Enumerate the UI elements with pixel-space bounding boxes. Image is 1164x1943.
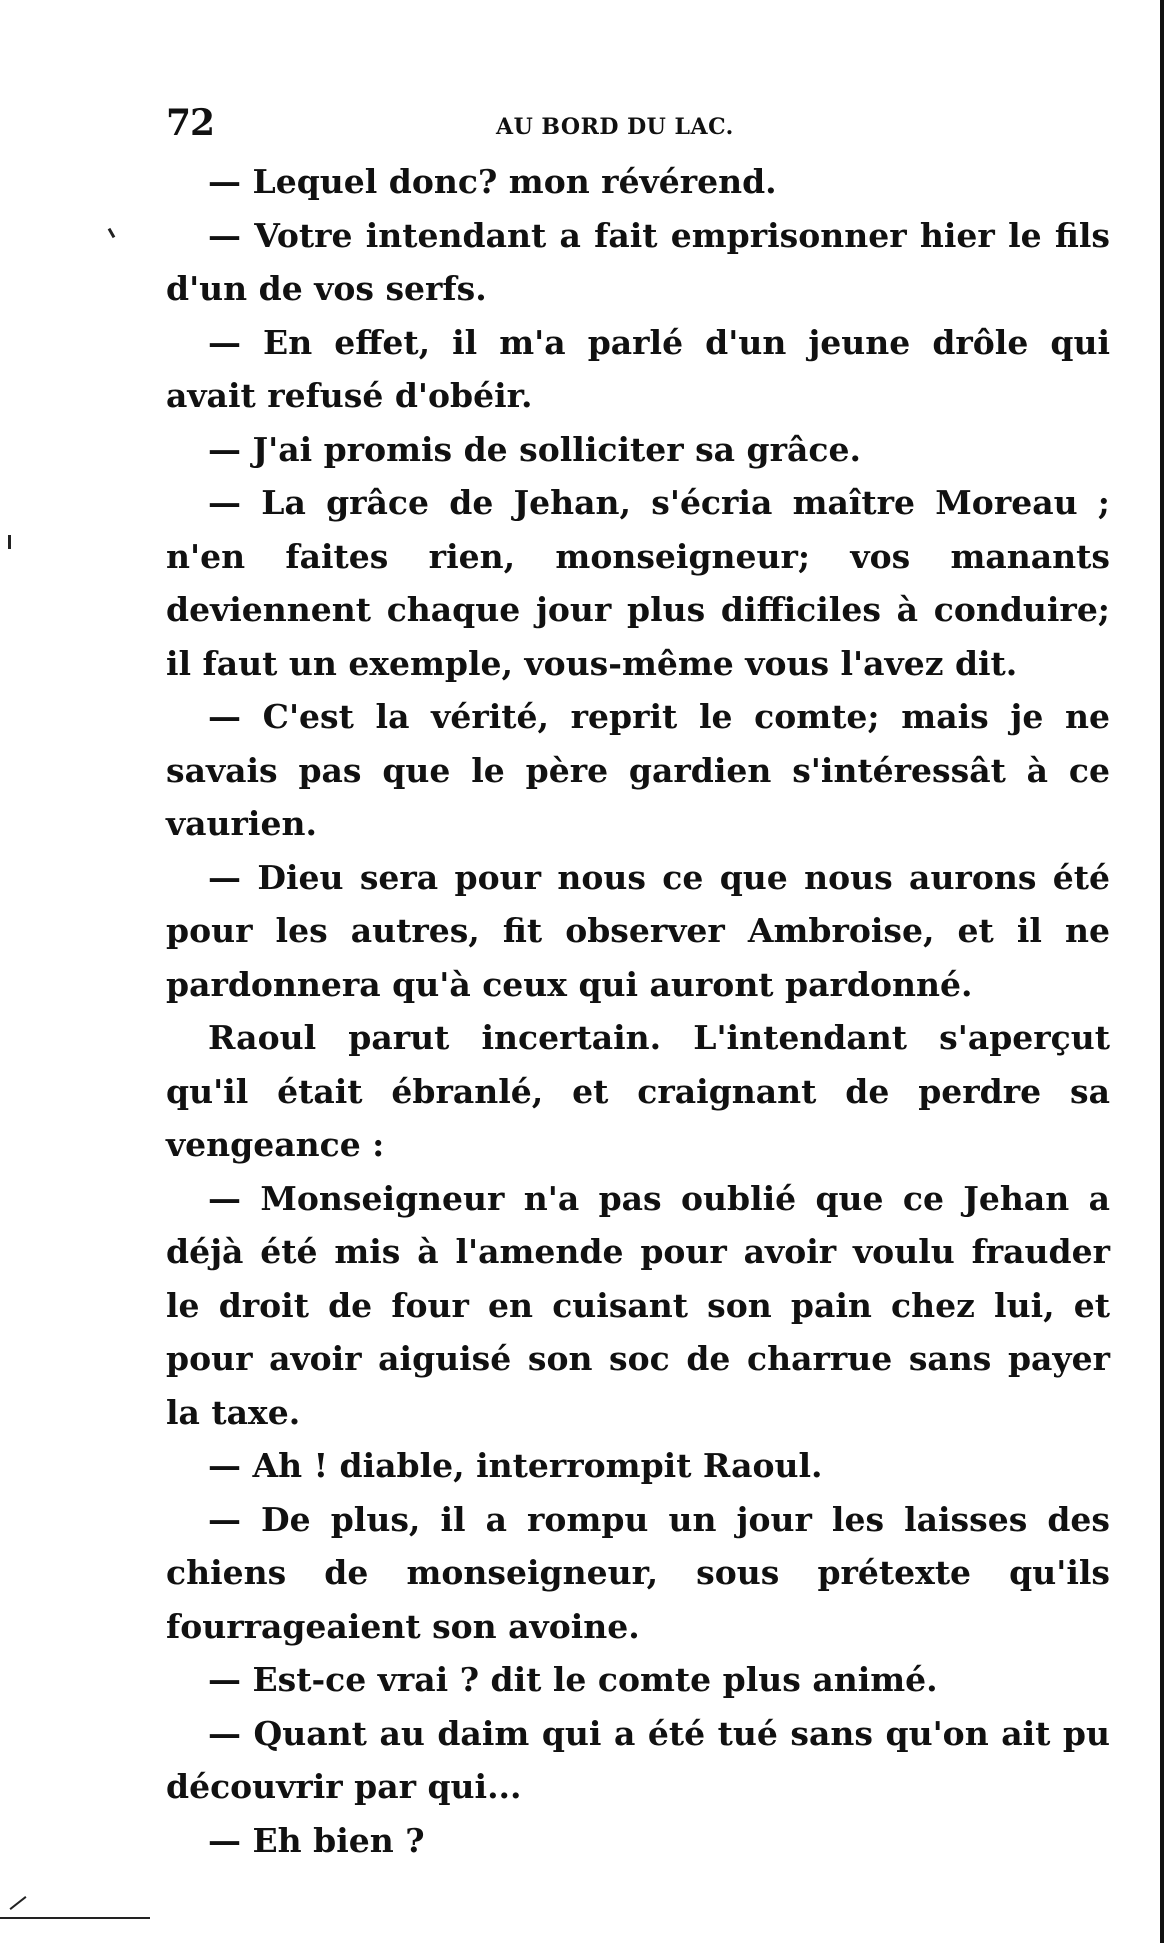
- running-title: AU BORD DU LAC.: [496, 114, 734, 140]
- bottom-rule: [0, 1917, 150, 1919]
- page-edge-shadow: [1160, 0, 1164, 1943]
- paragraph: — Ah ! diable, interrompit Raoul.: [208, 1446, 823, 1485]
- body-text: [166, 155, 1110, 1867]
- margin-speck: [8, 535, 11, 549]
- paragraph: — Eh bien ?: [208, 1820, 425, 1860]
- paragraph: — La grâce de Jehan, s'écria maître Moreau ; n'en faites rien, monseigneur; vos manants deviennent chaque jour plus difficiles à conduire; il faut un exemple, vous-même vous l'avez dit.: [166, 483, 1110, 683]
- corner-mark: [10, 1896, 27, 1910]
- paragraph: — Votre intendant a fait emprisonner hier le fils d'un de vos serfs.: [166, 215, 1110, 308]
- page-number: 72: [166, 102, 215, 144]
- paragraph: Raoul parut incertain. L'intendant s'aperçut qu'il était ébranlé, et craignant de perdre sa vengeance :: [166, 1018, 1110, 1164]
- paragraph: — J'ai promis de solliciter sa grâce.: [208, 429, 861, 469]
- paragraph: — Lequel donc? mon révérend.: [208, 162, 777, 201]
- margin-speck: [108, 228, 116, 238]
- running-head: [166, 102, 1110, 148]
- paragraph: — C'est la vérité, reprit le comte; mais je ne savais pas que le père gardien s'intéressât à ce vaurien.: [166, 697, 1110, 843]
- paragraph: — De plus, il a rompu un jour les laisses des chiens de monseigneur, sous prétexte qu'ils fourrageaient son avoine.: [166, 1499, 1110, 1646]
- paragraph: — En effet, il m'a parlé d'un jeune drôle qui avait refusé d'obéir.: [166, 322, 1110, 415]
- paragraph: — Est-ce vrai ? dit le comte plus animé.: [208, 1660, 938, 1699]
- paragraph: — Quant au daim qui a été tué sans qu'on ait pu découvrir par qui...: [166, 1713, 1110, 1806]
- paragraph: — Monseigneur n'a pas oublié que ce Jehan a déjà été mis à l'amende pour avoir voulu frauder le droit de four en cuisant son pain chez lui, et pour avoir aiguisé son soc de charrue sans payer la taxe.: [166, 1178, 1110, 1432]
- paragraph: — Dieu sera pour nous ce que nous aurons été pour les autres, fit observer Ambroise, et il ne pardonnera qu'à ceux qui auront pardonné.: [166, 857, 1110, 1004]
